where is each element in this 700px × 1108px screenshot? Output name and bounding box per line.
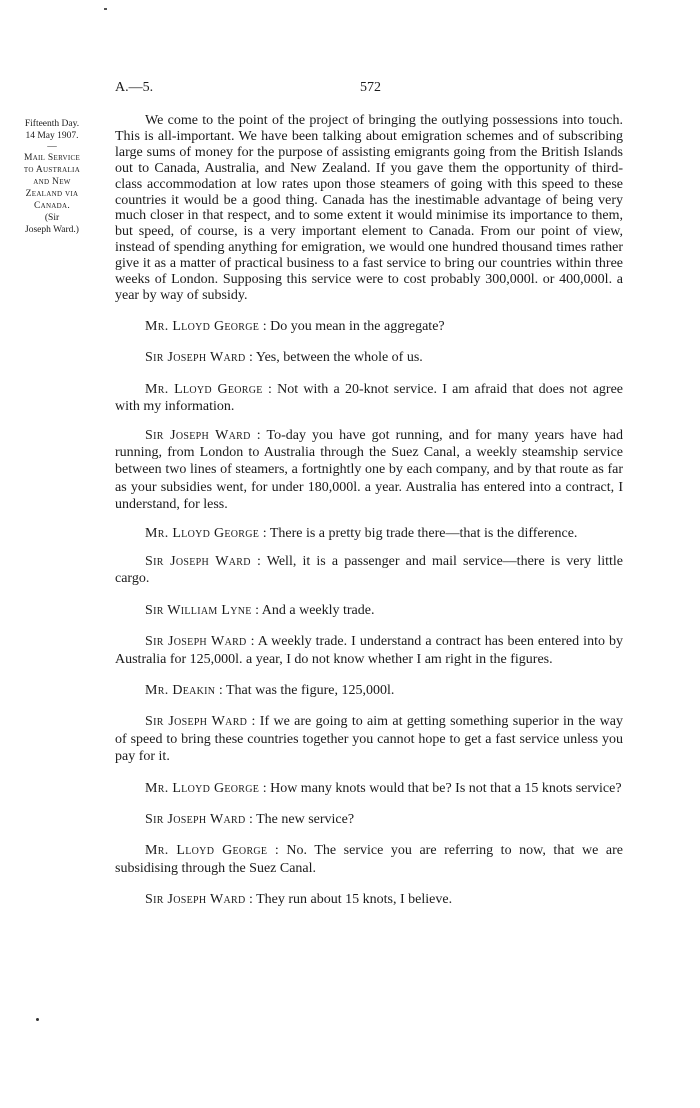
scan-mark-bottom [36, 1018, 39, 1021]
speech-text: : Not with a 20-knot service. I am afraid that does not agree with my information. [115, 381, 623, 415]
scan-mark-top [104, 8, 107, 10]
speaker-name: Mr. Lloyd George [145, 780, 260, 796]
transcript-body [115, 113, 623, 909]
paragraph [115, 780, 623, 797]
speaker-name: Mr. Lloyd George [145, 843, 268, 859]
paragraph [115, 842, 623, 877]
speech-text: : To-day you have got running, and for many years have had running, from London to Australia through the Suez Canal, a weekly steamship service between two lines of steamers, a fortnightly one by each company, and by that route as far as your subsidies went, for under 180,000l. a year. Australia has entered into a contract, I understand, for less. [115, 427, 624, 513]
speaker-name: Sir Joseph Ward [145, 634, 247, 650]
margin-subject-line: Zealand via [25, 189, 79, 199]
speech-text: : If we are going to aim at getting something superior in the way of speed to bring these countries together you cannot hope to get a fast service unless you pay for it. [115, 714, 624, 765]
paragraph [115, 113, 623, 304]
paragraph-text: We come to the point of the project of bringing the outlying possessions into touch. This is all-important. We have been talking about emigration schemes and of subscribing large sums of money for the purpose of assisting emigrants going from the British Islands out to Canada, Australia, and New Zealand. If you gave them the opportunity of third-class accommodation at low rates upon those steamers of going with this speed to these countries it would be a good thing. Canada has the inestimable advantage of being very much closer in that respect, and to some extent it would minimise its importance to them, but speed, of course, is a very important element to Canada. From our point of view, instead of spending anything for emigration, we would one hundred thousand times rather give it as a matter of practical business to a fast service to bring our countries within three weeks of London. Supposing this service were to cost probably 300,000l. or 400,000l. a year by way of subsidy. [115, 113, 623, 303]
speaker-name: Sir Joseph Ward [145, 714, 248, 730]
margin-day: Fifteenth Day. [24, 119, 80, 129]
speaker-name: Sir Joseph Ward [145, 553, 251, 569]
speaker-name: Sir Joseph Ward [145, 892, 246, 908]
paragraph [115, 633, 623, 668]
speech-text: : A weekly trade. I understand a contract has been entered into by Australia for 125,000l. a year, I do not know whether I am right in the figures. [115, 634, 623, 667]
page-number: 572 [360, 80, 381, 95]
speaker-name: Sir Joseph Ward [145, 812, 246, 827]
margin-subject-line: to Australia [23, 165, 81, 175]
speaker-name: Sir William Lyne [145, 602, 252, 618]
paragraph [115, 553, 623, 588]
paragraph [115, 602, 623, 619]
speaker-name: Sir Joseph Ward [145, 350, 246, 366]
speech-text: : No. The service you are referring to now, that we are subsidising through the Suez Canal. [115, 843, 623, 876]
margin-dash: — [47, 142, 57, 152]
margin-subject-line: Mail Service [23, 153, 81, 163]
margin-speaker-line: Joseph Ward.) [25, 225, 79, 235]
margin-subject-line: Canada. [33, 201, 71, 211]
speech-text: : And a weekly trade. [255, 602, 375, 618]
document-reference: A.—5. [115, 80, 154, 95]
paragraph [115, 811, 623, 828]
speech-text: : They run about 15 knots, I believe. [248, 892, 453, 908]
paragraph [115, 318, 623, 335]
speech-text: : Do you mean in the aggregate? [262, 318, 445, 334]
speaker-name: Mr. Lloyd George [145, 381, 263, 397]
speech-text: : How many knots would that be? Is not that a 15 knots service? [262, 780, 622, 796]
speaker-name: Mr. Lloyd George [145, 525, 260, 541]
speech-text: : There is a pretty big trade there—that is the difference. [262, 525, 578, 541]
paragraph [115, 349, 623, 366]
speech-text: : The new service? [248, 812, 355, 827]
margin-subject-line: and New [33, 177, 71, 187]
speaker-name: Mr. Deakin [145, 682, 216, 698]
paragraph [115, 427, 623, 514]
speech-text: : That was the figure, 125,000l. [218, 682, 395, 698]
speech-text: : Yes, between the whole of us. [248, 350, 423, 366]
paragraph [115, 682, 623, 699]
margin-note [4, 118, 100, 236]
paragraph [115, 891, 623, 908]
speaker-name: Sir Joseph Ward [145, 427, 251, 443]
paragraph [115, 713, 623, 765]
paragraph [115, 381, 623, 416]
speech-text: : Well, it is a passenger and mail service—there is very little cargo. [115, 553, 623, 587]
margin-speaker-line: (Sir [44, 213, 60, 223]
margin-date: 14 May 1907. [25, 131, 79, 141]
speaker-name: Mr. Lloyd George [145, 318, 260, 334]
paragraph [115, 525, 623, 542]
